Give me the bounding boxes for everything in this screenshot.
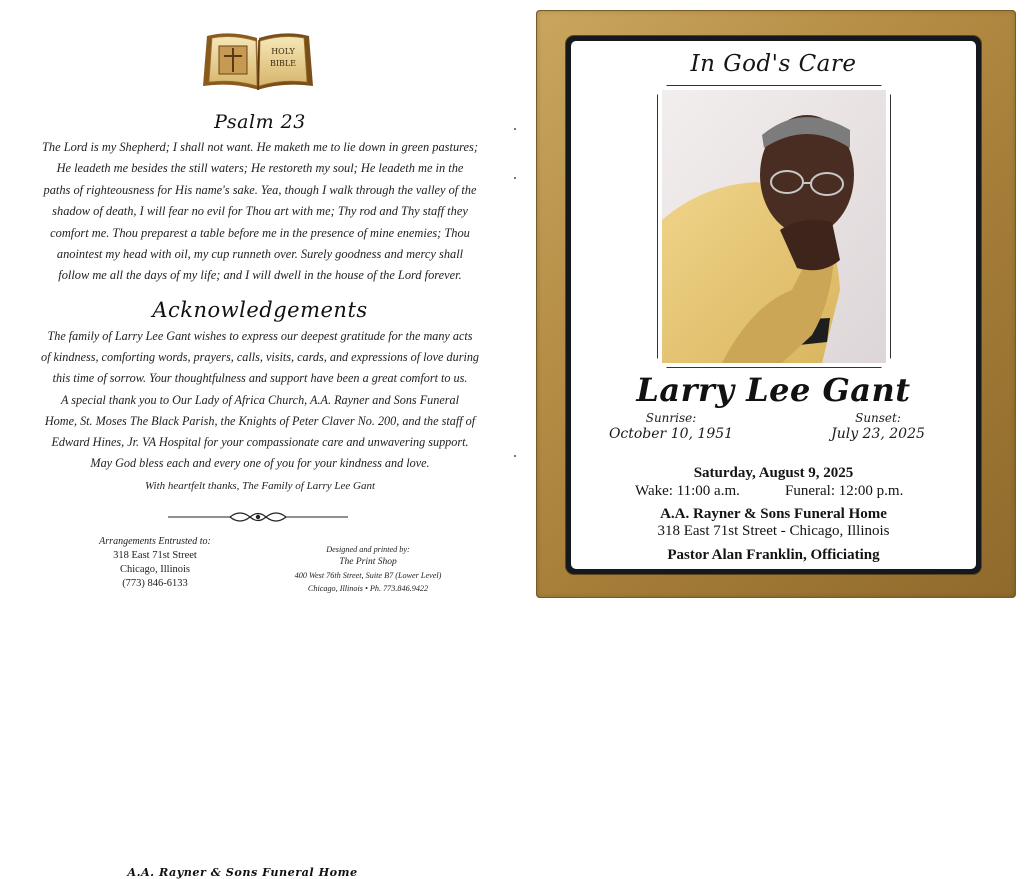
service-date: Saturday, August 9, 2025 <box>693 465 854 481</box>
printer-label: Designed and printed by: <box>326 545 410 554</box>
fold-mark <box>514 455 516 457</box>
portrait-photo <box>662 90 886 363</box>
sunset-date: July 23, 2025 <box>831 426 925 442</box>
sunset-label: Sunset: <box>855 411 901 425</box>
psalm-line: shadow of death, I will fear no evil for Thou art with me; Thy rod and Thy staff they <box>52 204 468 219</box>
sunrise-label: Sunrise: <box>645 411 697 425</box>
sunrise-date: October 10, 1951 <box>608 426 734 442</box>
sunrise-block <box>591 411 751 443</box>
ack-line: Home, St. Moses The Black Parish, the Knights of Peter Claver No. 200, and the staff of <box>44 413 476 428</box>
ack-line: The family of Larry Lee Gant wishes to express our deepest gratitude for the many acts <box>47 329 473 343</box>
bible-label-line1: HOLY <box>271 47 295 56</box>
ack-line: A special thank you to Our Lady of Africa Church, A.A. Rayner and Sons Funeral <box>61 392 459 407</box>
arrangements-block <box>40 535 358 879</box>
acknowledgements-text <box>18 326 502 474</box>
bible-label-line2: BIBLE <box>269 59 297 68</box>
memorial-card <box>571 41 976 569</box>
ack-line: this time of sorrow. Your thoughtfulness and support have been a great comfort to us. <box>52 371 468 386</box>
ack-line: May God bless each and every one of you for your kindness and love. <box>90 456 430 471</box>
printer-credit <box>278 543 458 595</box>
psalm-line: comfort me. Thou preparest a table before me in the presence of mine enemies; Thou <box>50 225 470 240</box>
arrangements-label: Arrangements Entrusted to: <box>99 536 211 547</box>
printer-name: The Print Shop <box>339 557 397 567</box>
psalm-text <box>22 137 498 287</box>
psalm-line: The Lord is my Shepherd; I shall not want. He maketh me to lie down in green pastures; <box>42 140 478 154</box>
ack-line: of kindness, comforting words, prayers, calls, visits, cards, and expressions of love during <box>40 350 480 365</box>
fold-mark <box>514 177 516 179</box>
arrangements-city: Chicago, Illinois <box>120 564 190 575</box>
printer-city-phone: Chicago, Illinois • Ph. 773.846.9422 <box>307 584 429 593</box>
portrait-photo-frame <box>657 85 891 368</box>
ornamental-divider <box>168 507 348 527</box>
printer-address: 400 West 76th Street, Suite B7 (Lower Level) <box>294 571 442 580</box>
sunset-block <box>798 411 958 443</box>
acknowledgements-signature: With heartfelt thanks, The Family of Larry Lee Gant <box>144 480 376 492</box>
psalm-line: He leadeth me besides the still waters; He restoreth my soul; He leadeth me in the <box>56 161 464 176</box>
funeral-time: Funeral: 12:00 p.m. <box>785 483 904 499</box>
in-gods-care-heading: In God's Care <box>690 51 857 77</box>
holy-bible-icon <box>199 28 317 96</box>
deceased-name: Larry Lee Gant <box>636 371 911 409</box>
arrangements-funeral-home: A.A. Rayner & Sons Funeral Home <box>127 865 358 879</box>
psalm-line: paths of righteousness for His name's sake. Yea, though I walk through the valley of the <box>43 182 477 197</box>
arrangements-street: 318 East 71st Street <box>113 550 197 561</box>
arrangements-phone: (773) 846-6133 <box>122 578 188 589</box>
fold-mark <box>514 128 516 130</box>
gold-picture-frame <box>536 10 1016 598</box>
ack-line: Edward Hines, Jr. VA Hospital for your compassionate care and unwavering support. <box>51 435 469 450</box>
officiant: Pastor Alan Franklin, Officiating <box>667 547 880 563</box>
funeral-home-address: 318 East 71st Street - Chicago, Illinois <box>657 523 890 539</box>
psalm-line: follow me all the days of my life; and I will dwell in the house of the Lord forever. <box>58 268 462 283</box>
psalm-line: anointest my head with oil, my cup runneth over. Surely goodness and mercy shall <box>56 247 464 262</box>
wake-time: Wake: 11:00 a.m. <box>635 483 740 499</box>
psalm-title: Psalm 23 <box>214 111 306 133</box>
funeral-home-name: A.A. Rayner & Sons Funeral Home <box>660 506 887 522</box>
frame-mat <box>566 36 981 574</box>
acknowledgements-title: Acknowledgements <box>152 298 368 322</box>
